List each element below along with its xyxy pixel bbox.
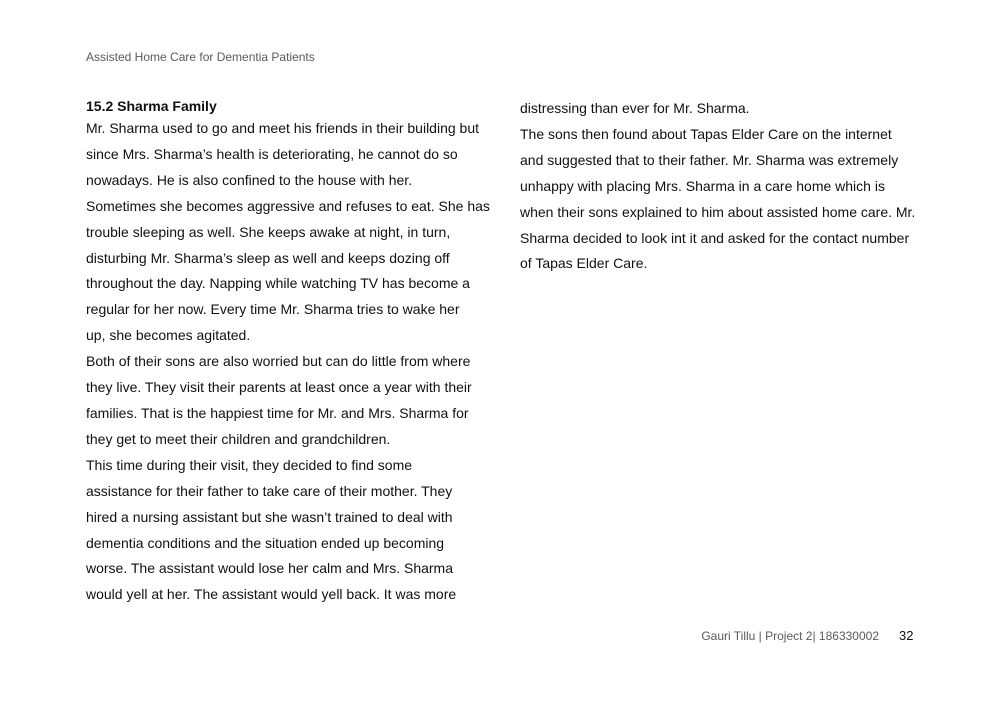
body-line: they get to meet their children and grandchildren.: [86, 430, 391, 447]
body-line: throughout the day. Napping while watching TV has become a: [86, 275, 470, 292]
right-column: [520, 96, 920, 277]
body-line: they live. They visit their parents at least once a year with their: [86, 379, 472, 396]
footer-author-project: Gauri Tillu | Project 2| 186330002: [701, 629, 879, 643]
body-line: up, she becomes agitated.: [86, 327, 251, 344]
body-line: nowadays. He is also confined to the house with her.: [86, 171, 413, 188]
body-line: This time during their visit, they decided to find some: [86, 456, 413, 473]
body-line: when their sons explained to him about assisted home care. Mr.: [520, 203, 916, 220]
body-line: worse. The assistant would lose her calm and Mrs. Sharma: [86, 560, 454, 577]
section-heading: 15.2 Sharma Family: [86, 98, 217, 114]
body-line: hired a nursing assistant but she wasn’t trained to deal with: [86, 508, 453, 525]
body-line: of Tapas Elder Care.: [520, 255, 648, 272]
body-line: The sons then found about Tapas Elder Care on the internet: [520, 125, 892, 142]
body-line: Both of their sons are also worried but can do little from where: [86, 353, 471, 370]
body-line: families. That is the happiest time for Mr. and Mrs. Sharma for: [86, 404, 469, 421]
body-line: dementia conditions and the situation ended up becoming: [86, 534, 445, 551]
body-line: unhappy with placing Mrs. Sharma in a care home which is: [520, 177, 885, 194]
body-line: assistance for their father to take care of their mother. They: [86, 482, 453, 499]
body-line: Sometimes she becomes aggressive and refuses to eat. She has: [86, 197, 490, 214]
body-line: trouble sleeping as well. She keeps awake at night, in turn,: [86, 223, 451, 240]
body-line: disturbing Mr. Sharma’s sleep as well and keeps dozing off: [86, 249, 450, 266]
body-line: and suggested that to their father. Mr. Sharma was extremely: [520, 151, 899, 168]
body-line: Sharma decided to look int it and asked for the contact number: [520, 229, 910, 246]
page-number: 32: [899, 628, 914, 643]
left-column: [86, 96, 490, 608]
body-line: would yell at her. The assistant would yell back. It was more: [86, 586, 457, 603]
body-line: since Mrs. Sharma’s health is deteriorating, he cannot do so: [86, 145, 458, 162]
body-line: distressing than ever for Mr. Sharma.: [520, 100, 750, 116]
body-line: regular for her now. Every time Mr. Sharma tries to wake her: [86, 301, 460, 318]
running-header: Assisted Home Care for Dementia Patients: [86, 50, 315, 64]
body-line: Mr. Sharma used to go and meet his friends in their building but: [86, 120, 479, 136]
